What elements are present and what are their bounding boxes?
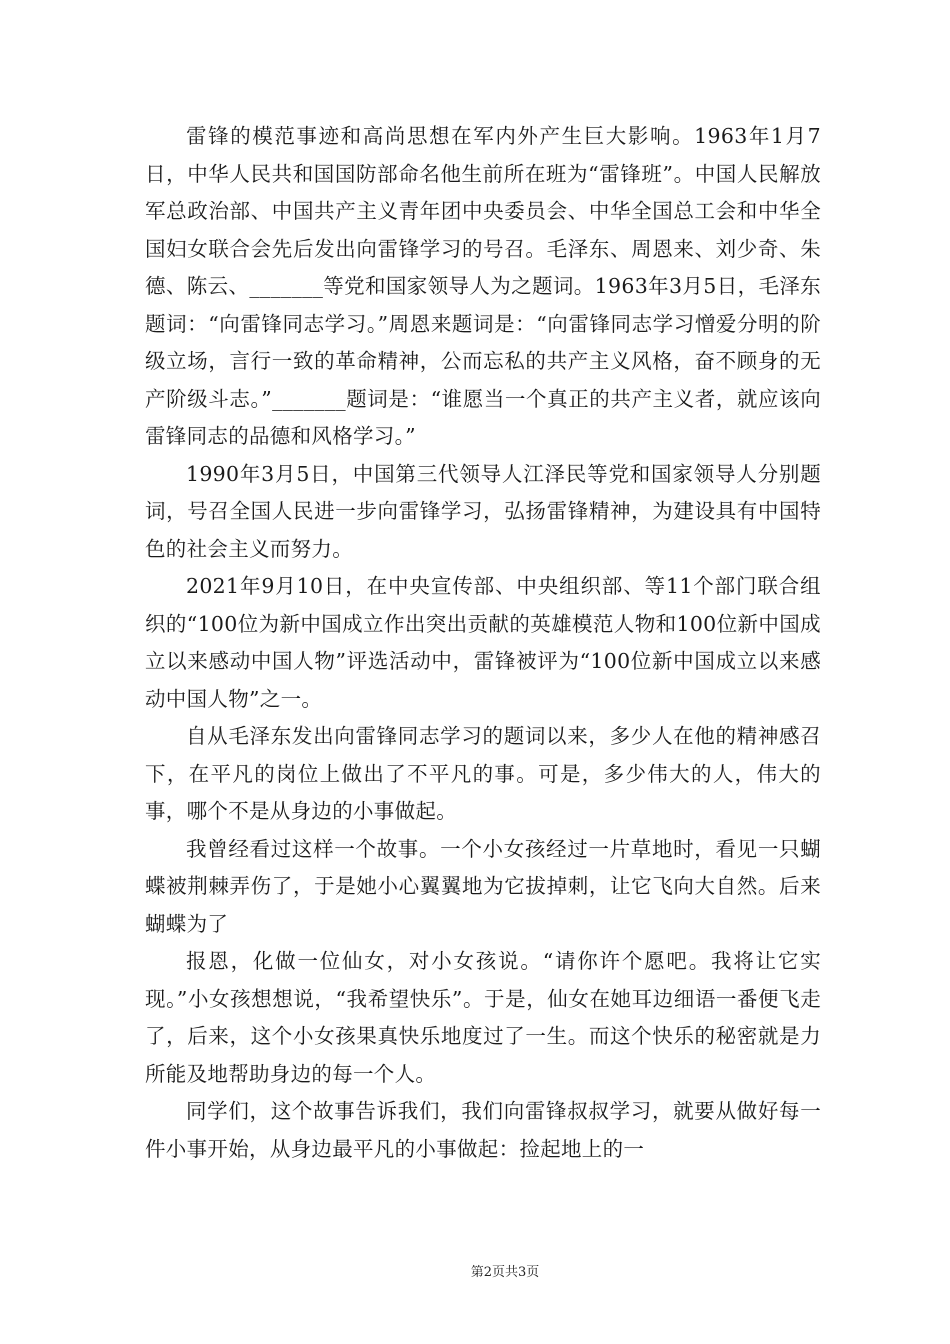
paragraph-5: 我曾经看过这样一个故事。一个小女孩经过一片草地时，看见一只蝴蝶被荆棘弄伤了，于是她小心翼翼地为它拔掉刺，让它飞向大自然。后来蝴蝶为了 — [145, 836, 821, 936]
paragraph-4: 自从毛泽东发出向雷锋同志学习的题词以来，多少人在他的精神感召下，在平凡的岗位上做出了不平凡的事。可是，多少伟大的人，伟大的事，哪个不是从身边的小事做起。 — [145, 724, 821, 823]
paragraph-1: 雷锋的模范事迹和高尚思想在军内外产生巨大影响。1963年1月7日，中华人民共和国国防部命名他生前所在班为“雷锋班”。中国人民解放军总政治部、中国共产主义青年团中央委员会、中华全国总工会和中华全国妇女联合会先后发出向雷锋学习的号召。毛泽东、周恩来、刘少奇、朱德、陈云、_______等党和国家领导人为之题词。1963年3月5日，毛泽东题词：“向雷锋同志学习。”周恩来题词是：“向雷锋同志学习憎爱分明的阶级立场，言行一致的革命精神，公而忘私的共产主义风格，奋不顾身的无产阶级斗志。”_______题词是：“谁愿当一个真正的共产主义者，就应该向雷锋同志的品德和风格学习。” — [145, 124, 821, 448]
page-number-footer: 第2页共3页 — [470, 1265, 540, 1280]
document-body — [145, 118, 821, 1168]
paragraph-3: 2021年9月10日，在中央宣传部、中央组织部、等11个部门联合组织的“100位为新中国成立作出突出贡献的英雄模范人物和100位新中国成立以来感动中国人物”评选活动中，雷锋被评为“100位新中国成立以来感动中国人物”之一。 — [145, 574, 821, 711]
paragraph-2: 1990年3月5日，中国第三代领导人江泽民等党和国家领导人分别题词，号召全国人民进一步向雷锋学习，弘扬雷锋精神，为建设具有中国特色的社会主义而努力。 — [145, 461, 821, 561]
paragraph-6: 报恩，化做一位仙女，对小女孩说。“请你许个愿吧。我将让它实现。”小女孩想想说，“我希望快乐”。于是，仙女在她耳边细语一番便飞走了，后来，这个小女孩果真快乐地度过了一生。而这个快乐的秘密就是力所能及地帮助身边的每一个人。 — [145, 949, 821, 1086]
paragraph-7: 同学们，这个故事告诉我们，我们向雷锋叔叔学习，就要从做好每一件小事开始，从身边最平凡的小事做起：捡起地上的一 — [145, 1099, 821, 1161]
